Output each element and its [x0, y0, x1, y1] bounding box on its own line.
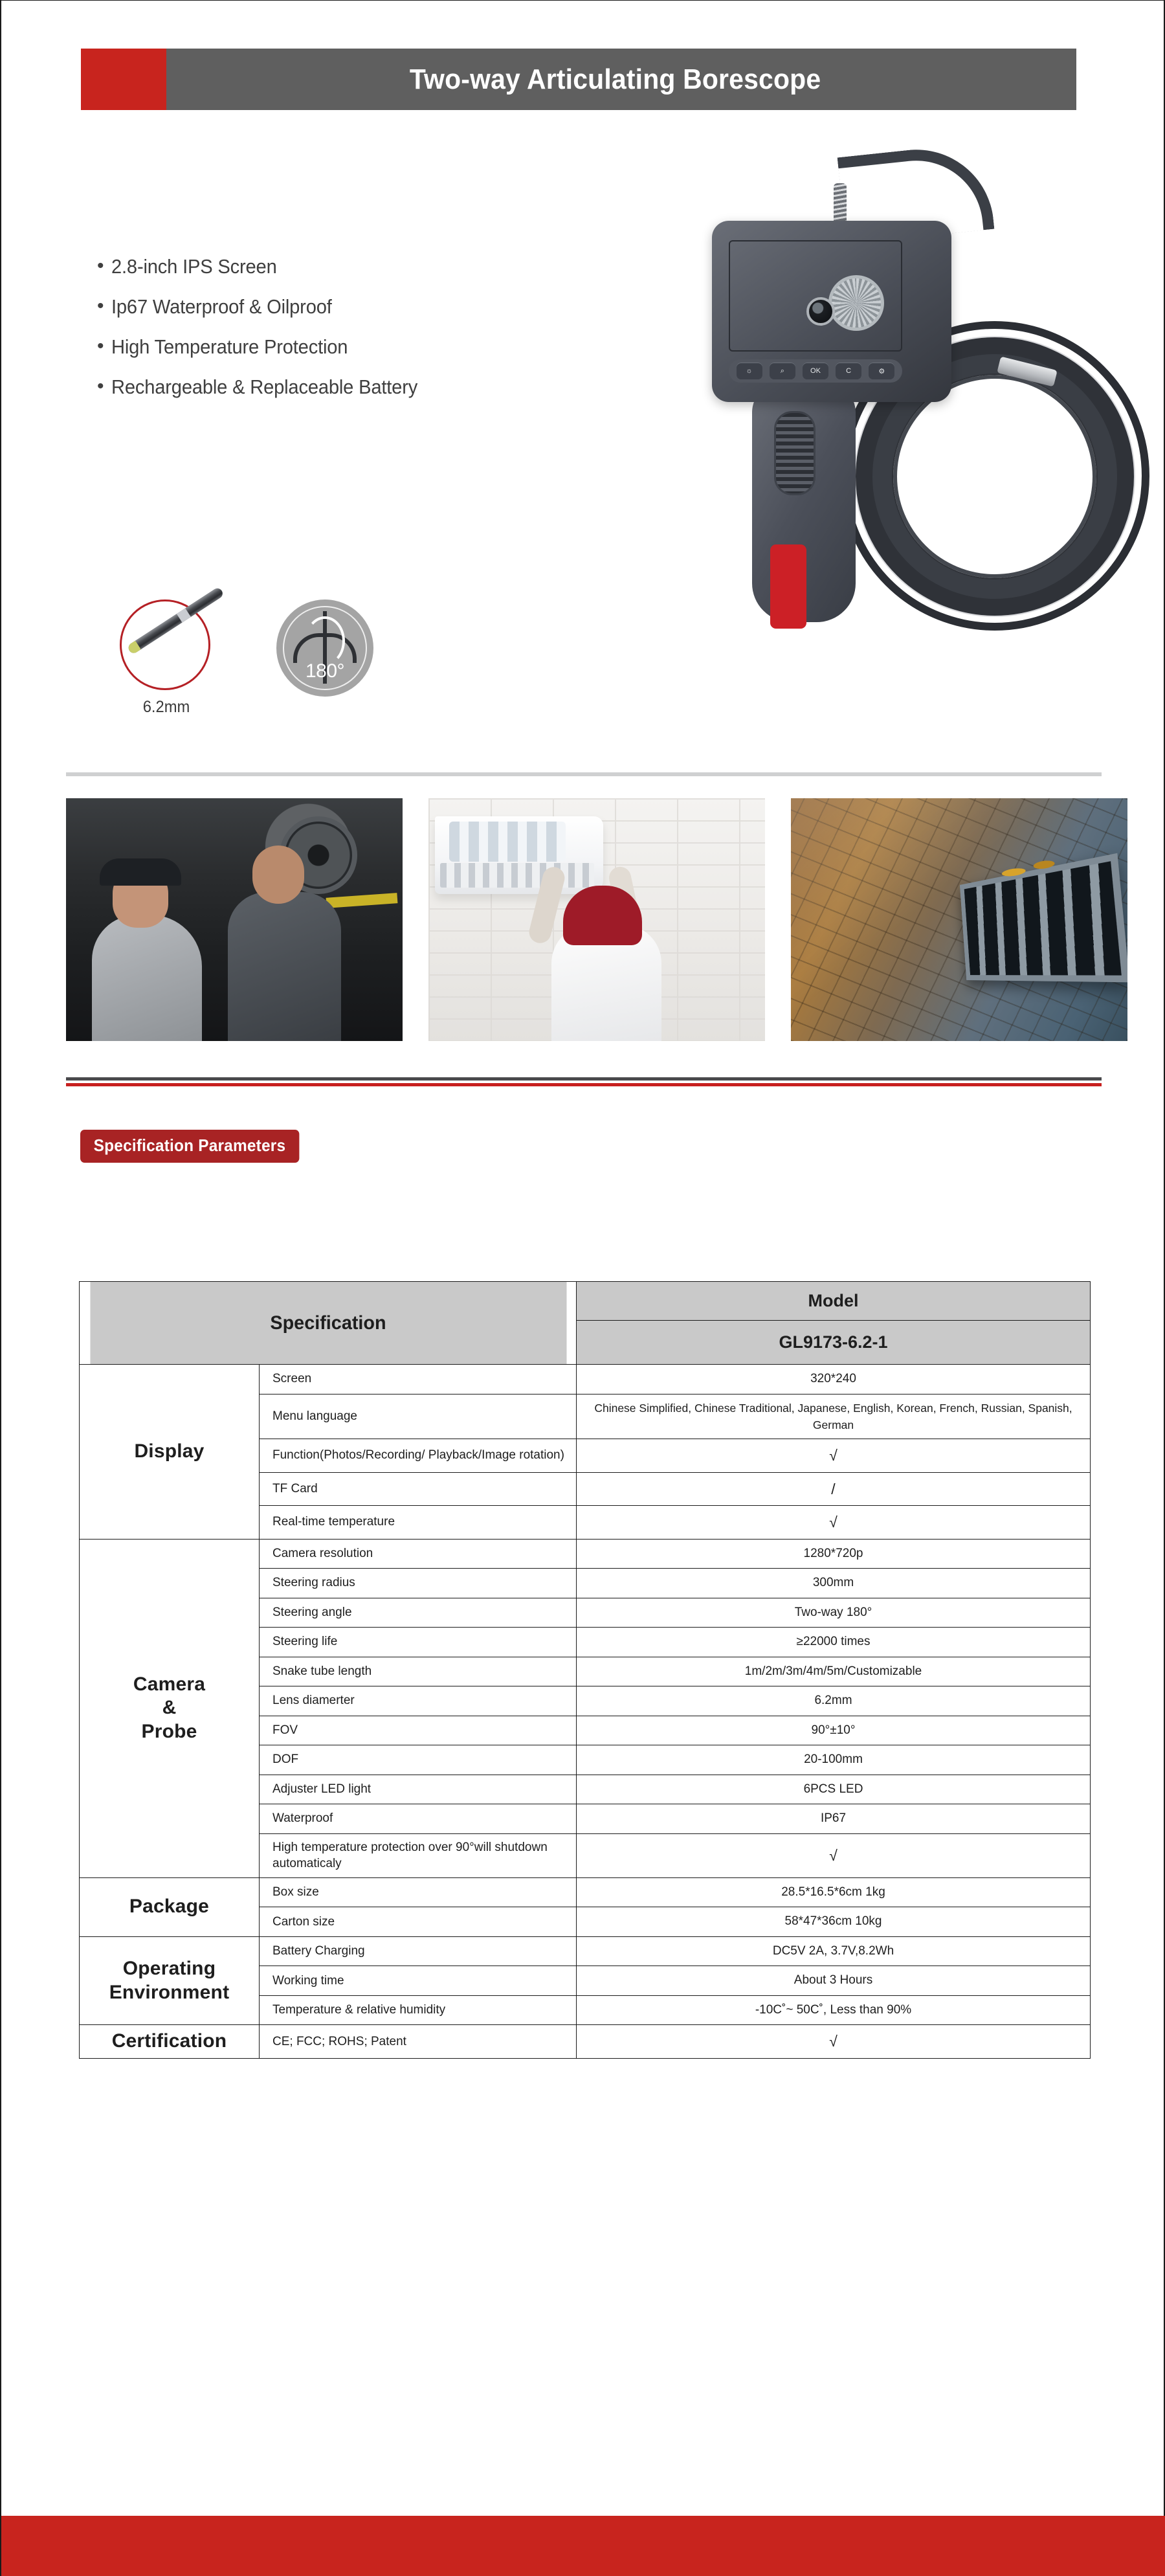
row-value: 90°±10°: [577, 1716, 1091, 1745]
articulation-badge: [276, 599, 373, 697]
row-item: TF Card: [260, 1472, 577, 1506]
category-camera-probe: Camera & Probe: [80, 1539, 260, 1877]
table-row: [80, 1936, 1091, 1966]
rotation-arrow-icon: [305, 616, 345, 666]
feature-label: Rechargeable & Replaceable Battery: [111, 375, 418, 398]
row-value: 20-100mm: [577, 1745, 1091, 1775]
feature-label: Ip67 Waterproof & Oilproof: [111, 295, 332, 318]
row-item: High temperature protection over 90°will shutdown automaticaly: [260, 1833, 577, 1877]
row-item: Working time: [260, 1966, 577, 1996]
handheld-device: [712, 221, 951, 402]
footer-bar: [1, 2516, 1165, 2576]
handle-red-accent: [770, 544, 806, 629]
row-value: IP67: [577, 1804, 1091, 1834]
temperature-button[interactable]: C: [836, 363, 861, 379]
row-item: Steering radius: [260, 1569, 577, 1598]
capture-ok-button[interactable]: OK: [803, 363, 828, 379]
feature-label: 2.8-inch IPS Screen: [111, 255, 277, 278]
row-value: Chinese Simplified, Chinese Traditional, Japanese, English, Korean, French, Russian, Spanish, German: [577, 1394, 1091, 1439]
row-value: ≥22000 times: [577, 1628, 1091, 1657]
row-value: √: [577, 1506, 1091, 1540]
playback-settings-button[interactable]: ⚙: [869, 363, 894, 379]
feature-item: [97, 333, 524, 361]
photo-ac-installation: [428, 798, 765, 1041]
feature-label: High Temperature Protection: [111, 335, 348, 358]
row-item: Real-time temperature: [260, 1506, 577, 1540]
angle-label: 180°: [305, 660, 345, 682]
row-item: Steering angle: [260, 1598, 577, 1628]
row-item: DOF: [260, 1745, 577, 1775]
articulation-wheel[interactable]: [774, 411, 816, 495]
bullet-icon: •: [97, 295, 104, 317]
bullet-icon: •: [97, 335, 104, 357]
row-item: Battery Charging: [260, 1936, 577, 1966]
table-header-row: [80, 1282, 1091, 1321]
row-item: Menu language: [260, 1394, 577, 1439]
category-package: Package: [80, 1877, 260, 1936]
diameter-label: 6.2mm: [142, 698, 190, 716]
row-value: 28.5*16.5*6cm 1kg: [577, 1877, 1091, 1907]
page-title: Two-way Articulating Borescope: [410, 63, 821, 95]
table-row: [80, 2025, 1091, 2059]
table-row: [80, 1877, 1091, 1907]
header-model-number: GL9173-6.2-1: [577, 1321, 1091, 1365]
zoom-button[interactable]: ⌕: [770, 363, 795, 379]
category-operating-environment: Operating Environment: [80, 1936, 260, 2025]
row-value: √: [577, 1439, 1091, 1473]
row-item: Steering life: [260, 1628, 577, 1657]
row-value: 320*240: [577, 1365, 1091, 1394]
probe-icon: [127, 587, 225, 655]
title-grey-block: [166, 49, 1076, 110]
row-item: Function(Photos/Recording/ Playback/Image rotation): [260, 1439, 577, 1473]
bullet-icon: •: [97, 255, 104, 276]
row-value: -10C˚~ 50C˚, Less than 90%: [577, 1995, 1091, 2025]
spec-badges: [115, 599, 373, 717]
row-value: 300mm: [577, 1569, 1091, 1598]
screen-gear-image: [828, 275, 884, 331]
divider-dark: [66, 1077, 1102, 1081]
photo-auto-repair: [66, 798, 403, 1041]
brightness-power-button[interactable]: ☼: [737, 363, 762, 379]
row-item: Carton size: [260, 1907, 577, 1937]
feature-item: [97, 293, 524, 320]
row-value: 1280*720p: [577, 1539, 1091, 1569]
row-value: Two-way 180°: [577, 1598, 1091, 1628]
row-item: FOV: [260, 1716, 577, 1745]
category-certification: Certification: [80, 2025, 260, 2059]
row-item: Adjuster LED light: [260, 1775, 577, 1804]
row-item: CE; FCC; ROHS; Patent: [260, 2025, 577, 2059]
feature-list: [97, 253, 524, 414]
device-button-bar[interactable]: [729, 359, 902, 383]
header-specification: Specification: [89, 1282, 566, 1365]
header-model: Model: [577, 1282, 1091, 1321]
diameter-circle-icon: [120, 599, 210, 690]
product-image: [674, 150, 1140, 745]
row-item: Camera resolution: [260, 1539, 577, 1569]
row-value: 6PCS LED: [577, 1775, 1091, 1804]
section-heading-badge: Specification Parameters: [80, 1130, 299, 1163]
feature-item: [97, 374, 524, 401]
row-value: √: [577, 2025, 1091, 2059]
row-value: DC5V 2A, 3.7V,8.2Wh: [577, 1936, 1091, 1966]
title-red-block: [81, 49, 166, 110]
row-value: 1m/2m/3m/4m/5m/Customizable: [577, 1657, 1091, 1686]
application-photos: [66, 798, 1140, 1041]
row-value: /: [577, 1472, 1091, 1506]
category-display: Display: [80, 1365, 260, 1540]
device-screen: [729, 240, 902, 352]
row-item: Screen: [260, 1365, 577, 1394]
air-conditioner: [435, 816, 603, 894]
section-divider: [66, 772, 1102, 776]
row-item: Lens diamerter: [260, 1686, 577, 1716]
row-value: √: [577, 1833, 1091, 1877]
bullet-icon: •: [97, 375, 104, 397]
table-row: [80, 1539, 1091, 1569]
device-handle: [752, 383, 856, 622]
row-value: 58*47*36cm 10kg: [577, 1907, 1091, 1937]
table-row: [80, 1365, 1091, 1394]
diameter-badge: [115, 599, 218, 717]
row-item: Waterproof: [260, 1804, 577, 1834]
specification-table: [79, 1281, 1091, 2059]
screen-lens-image: [806, 297, 835, 326]
row-item: Box size: [260, 1877, 577, 1907]
row-value: About 3 Hours: [577, 1966, 1091, 1996]
title-banner: [81, 49, 1076, 110]
photo-sewer-drain: [791, 798, 1127, 1041]
feature-item: [97, 253, 524, 280]
row-item: Snake tube length: [260, 1657, 577, 1686]
row-value: 6.2mm: [577, 1686, 1091, 1716]
divider-red: [66, 1083, 1102, 1086]
row-item: Temperature & relative humidity: [260, 1995, 577, 2025]
